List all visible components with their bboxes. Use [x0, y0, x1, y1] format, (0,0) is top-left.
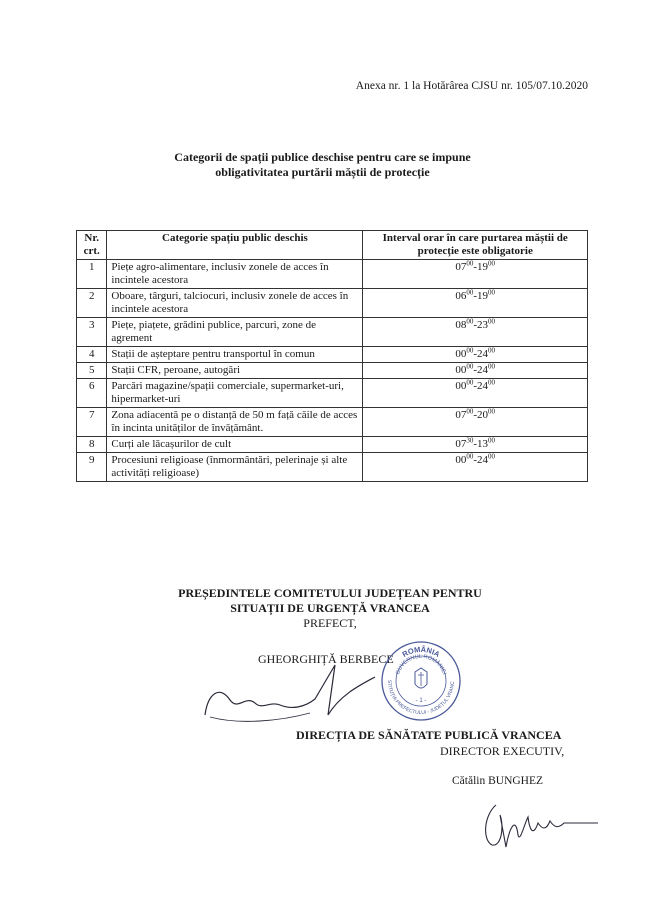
row-number: 8: [77, 437, 107, 453]
interval-start-hour: 07: [455, 409, 467, 421]
institution-name: DIRECȚIA DE SĂNĂTATE PUBLICĂ VRANCEA: [296, 728, 562, 742]
interval-end-hour: 24: [477, 454, 489, 466]
table-row: [77, 260, 588, 289]
svg-text:ROMÂNIA: ROMÂNIA: [400, 644, 442, 659]
prefect-handwritten-signature: [200, 655, 390, 725]
interval-start-minute: 00: [466, 288, 474, 297]
interval-start-hour: 00: [455, 364, 467, 376]
row-category: Parcări magazine/spații comerciale, supermarket-uri, hipermarket-uri: [107, 379, 363, 408]
row-category: Piețe agro-alimentare, inclusiv zonele de acces în incintele acestora: [107, 260, 363, 289]
prefect-name: GHEORGHIȚĂ BERBECE: [258, 652, 394, 666]
row-number: 6: [77, 379, 107, 408]
director-role: DIRECTOR EXECUTIV,: [440, 744, 565, 758]
header-category: Categorie spațiu public deschis: [107, 231, 363, 260]
committee-line-2: SITUAȚII DE URGENȚĂ VRANCEA: [230, 601, 430, 615]
interval-start-minute: 00: [466, 259, 474, 268]
interval-start-minute: 00: [466, 452, 474, 461]
svg-text:- 1 -: - 1 -: [415, 698, 427, 704]
row-interval: [363, 347, 588, 363]
director-name: Cătălin BUNGHEZ: [452, 775, 544, 787]
header-nr: Nr. crt.: [77, 231, 107, 260]
interval-end-minute: 00: [488, 436, 496, 445]
table-row: [77, 363, 588, 379]
interval-start-hour: 07: [455, 438, 467, 450]
director-handwritten-signature: [478, 795, 608, 855]
interval-start-minute: 00: [466, 346, 474, 355]
interval-end-hour: 23: [477, 319, 489, 331]
prefect-signature-block: [70, 586, 590, 631]
prefecture-seal: [380, 640, 462, 722]
interval-dash: -: [473, 290, 478, 302]
interval-dash: -: [473, 261, 478, 273]
interval-start-hour: 00: [455, 454, 467, 466]
row-number: 3: [77, 318, 107, 347]
interval-start-minute: 00: [466, 317, 474, 326]
row-interval: [363, 379, 588, 408]
row-interval: [363, 437, 588, 453]
row-category: Procesiuni religioase (înmormântări, pelerinaje și alte activități religioase): [107, 453, 363, 482]
row-interval: [363, 260, 588, 289]
interval-end-hour: 19: [477, 261, 489, 273]
interval-start-minute: 00: [466, 378, 474, 387]
row-category: Curți ale lăcașurilor de cult: [107, 437, 363, 453]
table-row: [77, 408, 588, 437]
row-interval: [363, 363, 588, 379]
interval-start-hour: 08: [455, 319, 467, 331]
title-line-2: obligativitatea purtării măștii de protecție: [215, 165, 430, 179]
row-category: Stații CFR, peroane, autogări: [107, 363, 363, 379]
interval-start-minute: 00: [466, 362, 474, 371]
svg-text:GUVERNUL ROMÂNIEI: GUVERNUL ROMÂNIEI: [395, 653, 447, 676]
row-interval: [363, 318, 588, 347]
interval-end-hour: 20: [477, 409, 489, 421]
interval-end-minute: 00: [488, 407, 496, 416]
row-number: 4: [77, 347, 107, 363]
table-row: [77, 318, 588, 347]
annex-reference: Anexa nr. 1 la Hotărârea CJSU nr. 105/07.10.2020: [355, 80, 588, 92]
table-row: [77, 437, 588, 453]
interval-start-minute: 00: [466, 407, 474, 416]
interval-end-minute: 00: [488, 378, 496, 387]
interval-start-hour: 00: [455, 380, 467, 392]
interval-dash: -: [473, 380, 478, 392]
row-category: Piețe, piațete, grădini publice, parcuri, zone de agrement: [107, 318, 363, 347]
row-category: Zona adiacentă pe o distanță de 50 m față căile de acces în incinta unităților de învățământ.: [107, 408, 363, 437]
interval-end-hour: 19: [477, 290, 489, 302]
interval-end-hour: 13: [477, 438, 489, 450]
row-interval: [363, 289, 588, 318]
interval-dash: -: [473, 454, 478, 466]
prefect-role: PREFECT,: [303, 616, 357, 630]
categories-table: [76, 230, 588, 482]
interval-start-hour: 06: [455, 290, 467, 302]
interval-start-hour: 07: [455, 261, 467, 273]
svg-text:INSTITUȚIA PREFECTULUI - JUDEȚ: STITUȚIA PREFECTULUI - JUDEȚUL VRANC: [385, 679, 457, 717]
interval-end-minute: 00: [488, 362, 496, 371]
row-interval: [363, 408, 588, 437]
row-number: 7: [77, 408, 107, 437]
header-interval: Interval orar în care purtarea măștii de protecție este obligatorie: [363, 231, 588, 260]
table-row: [77, 379, 588, 408]
interval-end-minute: 00: [488, 452, 496, 461]
interval-end-minute: 00: [488, 288, 496, 297]
interval-end-minute: 00: [488, 346, 496, 355]
interval-end-minute: 00: [488, 317, 496, 326]
table-row: [77, 289, 588, 318]
table-row: [77, 453, 588, 482]
row-interval: [363, 453, 588, 482]
table-header-row: [77, 231, 588, 260]
interval-end-hour: 24: [477, 364, 489, 376]
interval-start-hour: 00: [455, 348, 467, 360]
title-line-1: Categorii de spații publice deschise pentru care se impune: [174, 150, 471, 164]
table-row: [77, 347, 588, 363]
row-category: Stații de așteptare pentru transportul în comun: [107, 347, 363, 363]
interval-dash: -: [473, 319, 478, 331]
row-number: 5: [77, 363, 107, 379]
interval-dash: -: [473, 364, 478, 376]
row-category: Oboare, târguri, talciocuri, inclusiv zonele de acces în incintele acestora: [107, 289, 363, 318]
row-number: 2: [77, 289, 107, 318]
interval-end-minute: 00: [488, 259, 496, 268]
interval-end-hour: 24: [477, 348, 489, 360]
interval-end-hour: 24: [477, 380, 489, 392]
row-number: 1: [77, 260, 107, 289]
interval-dash: -: [473, 348, 478, 360]
interval-dash: -: [473, 409, 478, 421]
interval-dash: -: [473, 438, 478, 450]
row-number: 9: [77, 453, 107, 482]
interval-start-minute: 30: [466, 436, 474, 445]
document-title: [60, 150, 585, 180]
committee-line-1: PREȘEDINTELE COMITETULUI JUDEȚEAN PENTRU: [178, 586, 482, 600]
